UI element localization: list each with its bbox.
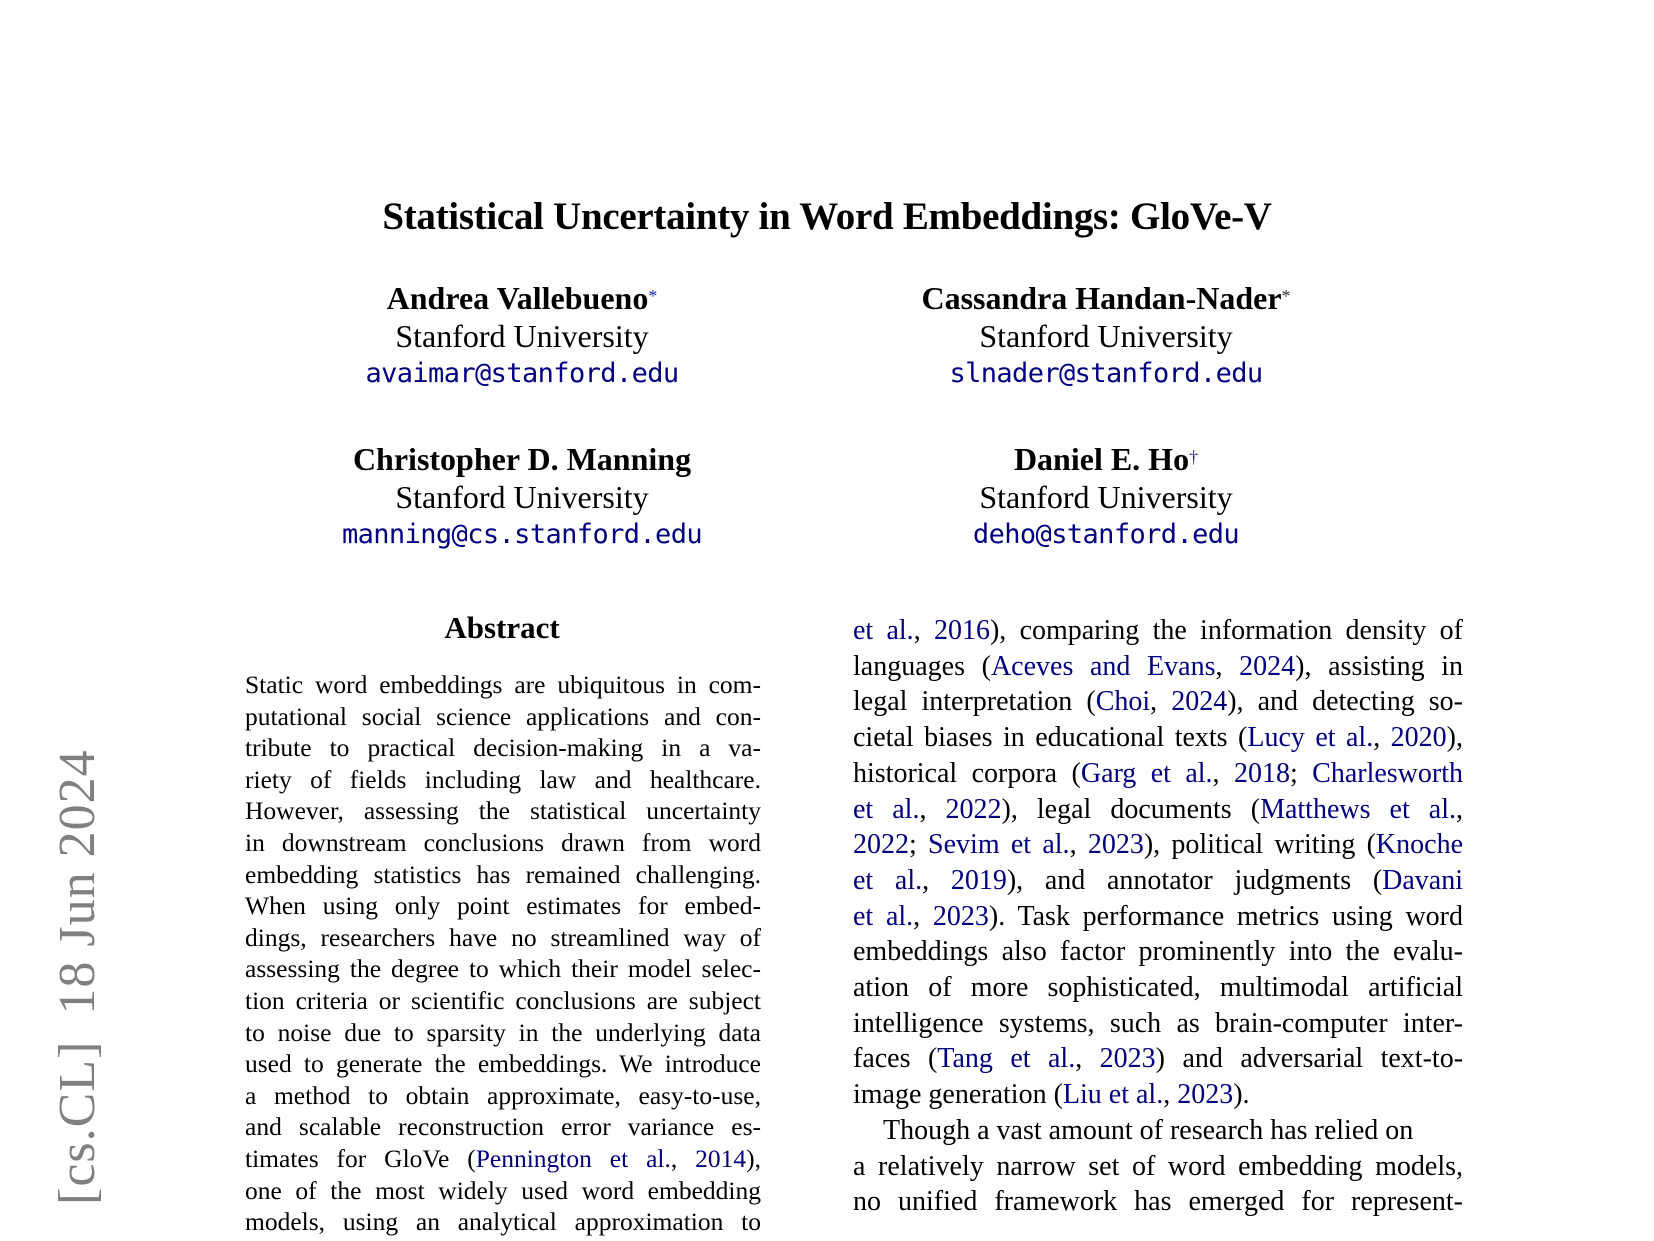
author-email-link[interactable]: deho@stanford.edu bbox=[972, 519, 1240, 550]
text-run: tribute to practical decision-making in a va- bbox=[245, 733, 761, 763]
abstract-heading: Abstract bbox=[444, 610, 560, 645]
text-run: However, assessing the statistical uncertainty bbox=[245, 796, 761, 826]
text-line bbox=[853, 1005, 1463, 1043]
text-line bbox=[245, 1047, 761, 1080]
text-run: ). bbox=[1233, 1079, 1250, 1111]
equal-contribution-mark[interactable]: * bbox=[648, 286, 658, 306]
text-run: ), legal documents ( bbox=[1001, 793, 1261, 825]
text-line bbox=[245, 1016, 761, 1049]
text-run: putational social science applications and con- bbox=[245, 701, 761, 731]
text-line bbox=[245, 952, 761, 985]
text-run: timates for GloVe ( bbox=[245, 1144, 476, 1173]
text-run: and scalable reconstruction error variance es- bbox=[245, 1112, 761, 1142]
text-run: ; bbox=[1289, 757, 1313, 789]
text-line bbox=[245, 794, 761, 827]
citation-link[interactable]: 2019 bbox=[950, 864, 1007, 896]
text-run: When using only point estimates for embed- bbox=[245, 891, 761, 921]
text-line bbox=[245, 921, 761, 954]
text-line bbox=[853, 719, 1463, 757]
citation-link[interactable]: Charlesworth bbox=[1312, 757, 1463, 789]
text-line bbox=[853, 755, 1463, 793]
text-line bbox=[245, 858, 761, 891]
author-name: Cassandra Handan-Nader* bbox=[921, 280, 1291, 316]
text-run: ), assisting in bbox=[1295, 650, 1464, 682]
text-run: embedding statistics has remained challenging. bbox=[245, 859, 761, 889]
text-run: , bbox=[913, 900, 933, 932]
citation-link[interactable]: Pennington et al. bbox=[475, 1144, 671, 1173]
text-line bbox=[245, 826, 761, 859]
text-line bbox=[853, 933, 1463, 971]
text-line bbox=[245, 1110, 761, 1143]
text-run: , bbox=[670, 1144, 696, 1173]
author-block bbox=[846, 440, 1366, 554]
author-name: Daniel E. Ho† bbox=[1013, 441, 1199, 477]
citation-link[interactable]: 2023 bbox=[1087, 829, 1144, 861]
text-run: ) and adversarial text-to- bbox=[1155, 1043, 1464, 1075]
text-run: ), bbox=[746, 1144, 762, 1173]
text-run: in downstream conclusions drawn from word bbox=[245, 828, 761, 857]
author-affiliation: Stanford University bbox=[979, 479, 1233, 515]
citation-link[interactable]: et al. bbox=[853, 900, 914, 932]
arxiv-date: 18 Jun 2024 bbox=[49, 749, 106, 1015]
text-line bbox=[245, 1205, 761, 1238]
author-email-link[interactable]: slnader@stanford.edu bbox=[949, 358, 1263, 389]
text-run: , bbox=[1373, 722, 1391, 754]
citation-link[interactable]: 2024 bbox=[1171, 686, 1228, 718]
citation-link[interactable]: 2023 bbox=[1099, 1043, 1156, 1075]
citation-link[interactable]: et al. bbox=[853, 793, 920, 825]
citation-link[interactable]: Sevim et al. bbox=[928, 829, 1070, 861]
text-run: legal interpretation ( bbox=[853, 686, 1096, 718]
citation-link[interactable]: Matthews et al. bbox=[1260, 793, 1457, 825]
text-line bbox=[245, 763, 761, 796]
text-run: , bbox=[913, 615, 934, 646]
text-run: , bbox=[1456, 793, 1464, 825]
text-line bbox=[853, 826, 1463, 864]
text-run: , bbox=[1212, 757, 1234, 789]
equal-contribution-mark[interactable]: * bbox=[1281, 286, 1291, 306]
citation-link[interactable]: Aceves and Evans bbox=[990, 650, 1216, 682]
text-run: Though a vast amount of research has relied on bbox=[883, 1114, 1414, 1146]
text-run: tion criteria or scientific conclusions are subject bbox=[245, 986, 761, 1015]
text-run: ). Task performance metrics using word bbox=[988, 900, 1464, 932]
citation-link[interactable]: Liu et al. bbox=[1062, 1079, 1164, 1111]
text-line bbox=[853, 612, 1463, 650]
text-run: ; bbox=[909, 829, 929, 861]
text-run: one of the most widely used word embedding bbox=[245, 1175, 761, 1205]
text-run: image generation ( bbox=[853, 1079, 1063, 1111]
text-line bbox=[853, 1112, 1463, 1150]
text-run: models, using an analytical approximation to bbox=[245, 1207, 761, 1237]
text-line bbox=[853, 1183, 1463, 1221]
text-line bbox=[245, 1079, 761, 1112]
text-run: , bbox=[1163, 1079, 1178, 1111]
text-run: no unified framework has emerged for represent- bbox=[853, 1186, 1463, 1218]
text-line bbox=[853, 898, 1463, 936]
text-run: embeddings also factor prominently into the evalu- bbox=[853, 936, 1463, 968]
text-run: a relatively narrow set of word embedding models, bbox=[853, 1150, 1463, 1182]
author-block bbox=[846, 279, 1366, 393]
citation-link[interactable]: 2022 bbox=[853, 829, 909, 861]
text-run: historical corpora ( bbox=[853, 757, 1081, 789]
text-run: Static word embeddings are ubiquitous in com- bbox=[245, 670, 761, 699]
text-run: , bbox=[919, 793, 946, 825]
text-line bbox=[245, 1174, 761, 1207]
text-run: riety of fields including law and healthcare. bbox=[245, 764, 761, 794]
text-line bbox=[245, 700, 761, 733]
text-run: faces ( bbox=[853, 1043, 938, 1075]
author-block bbox=[262, 440, 782, 554]
text-run: ), comparing the information density of bbox=[989, 615, 1464, 646]
citation-link[interactable]: Choi bbox=[1095, 686, 1151, 718]
citation-link[interactable]: 2023 bbox=[932, 900, 989, 932]
text-run: ), bbox=[1446, 722, 1463, 754]
text-line bbox=[853, 862, 1463, 900]
author-email-link[interactable]: manning@cs.stanford.edu bbox=[341, 519, 703, 550]
citation-link[interactable]: 2023 bbox=[1177, 1079, 1234, 1111]
arxiv-stamp bbox=[48, 749, 107, 1205]
author-name: Andrea Vallebueno* bbox=[386, 280, 658, 316]
text-run: dings, researchers have no streamlined way of bbox=[245, 922, 761, 952]
text-run: used to generate the embeddings. We introduce bbox=[245, 1049, 761, 1079]
text-run: , bbox=[1069, 829, 1088, 861]
text-line bbox=[853, 648, 1463, 686]
citation-link[interactable]: Tang et al. bbox=[937, 1043, 1076, 1075]
author-affiliation: Stanford University bbox=[395, 479, 649, 515]
text-run: languages ( bbox=[853, 650, 991, 682]
paper-title: Statistical Uncertainty in Word Embeddings: GloVe-V bbox=[382, 195, 1272, 238]
corresponding-author-mark[interactable]: † bbox=[1189, 447, 1199, 467]
text-run: , bbox=[1215, 650, 1240, 682]
citation-link[interactable]: 2020 bbox=[1390, 722, 1447, 754]
citation-link[interactable]: 2016 bbox=[933, 615, 990, 646]
text-run: to noise due to sparsity in the underlying data bbox=[245, 1017, 761, 1047]
text-line bbox=[853, 969, 1463, 1007]
text-run: , bbox=[922, 864, 951, 896]
citation-link[interactable]: et al. bbox=[853, 615, 914, 646]
citation-link[interactable]: Knoche bbox=[1375, 829, 1463, 861]
citation-link[interactable]: et al. bbox=[853, 864, 923, 896]
text-run: ation of more sophisticated, multimodal artificial bbox=[853, 972, 1463, 1003]
citation-link[interactable]: 2018 bbox=[1233, 757, 1290, 789]
arxiv-category[interactable]: [cs.CL] bbox=[49, 1040, 106, 1205]
citation-link[interactable]: 2024 bbox=[1239, 650, 1296, 682]
author-name: Christopher D. Manning bbox=[352, 441, 692, 477]
text-line bbox=[245, 889, 761, 922]
citation-link[interactable]: Lucy et al. bbox=[1247, 722, 1374, 754]
text-line bbox=[853, 1148, 1463, 1186]
author-email-link[interactable]: avaimar@stanford.edu bbox=[365, 358, 679, 389]
text-run: a method to obtain approximate, easy-to-use, bbox=[245, 1080, 761, 1110]
text-run: ), political writing ( bbox=[1143, 829, 1376, 861]
text-line bbox=[853, 683, 1463, 721]
text-run: assessing the degree to which their model selec- bbox=[245, 954, 761, 984]
text-line bbox=[853, 1040, 1463, 1078]
text-line bbox=[245, 1142, 761, 1175]
text-run: ), and annotator judgments ( bbox=[1006, 864, 1383, 896]
citation-link[interactable]: Garg et al. bbox=[1080, 757, 1213, 789]
author-block bbox=[262, 279, 782, 393]
text-run: ), and detecting so- bbox=[1227, 686, 1463, 718]
author-affiliation: Stanford University bbox=[979, 318, 1233, 354]
text-run: , bbox=[1150, 686, 1172, 718]
text-run: cietal biases in educational texts ( bbox=[853, 722, 1248, 754]
citation-link[interactable]: Davani bbox=[1382, 864, 1464, 896]
text-line bbox=[245, 731, 761, 764]
text-run: , bbox=[1075, 1043, 1100, 1075]
citation-link[interactable]: 2022 bbox=[945, 793, 1002, 825]
text-line bbox=[853, 791, 1463, 829]
text-line bbox=[245, 668, 761, 701]
text-line bbox=[245, 984, 761, 1017]
text-run: intelligence systems, such as brain-computer inter- bbox=[853, 1007, 1463, 1039]
author-affiliation: Stanford University bbox=[395, 318, 649, 354]
citation-link[interactable]: 2014 bbox=[695, 1144, 747, 1173]
text-line bbox=[853, 1076, 1463, 1114]
